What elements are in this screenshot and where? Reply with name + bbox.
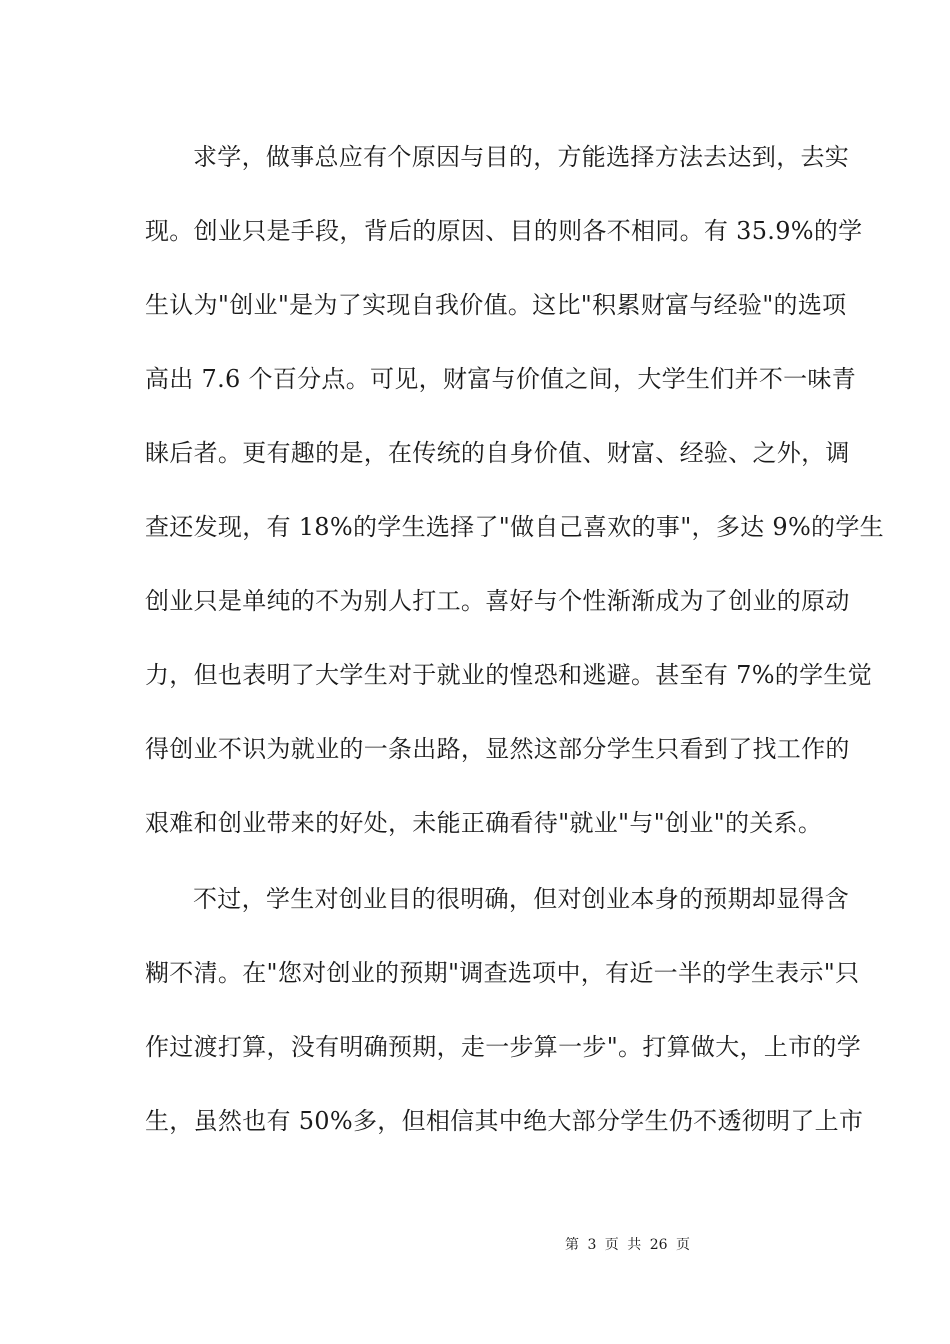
paragraph-1-line-2: 现。创业只是手段，背后的原因、目的则各不相同。有 35.9%的学	[145, 217, 863, 245]
paragraph-1-line-5: 睐后者。更有趣的是，在传统的自身价值、财富、经验、之外，调	[145, 439, 850, 467]
paragraph-2-line-3: 作过渡打算，没有明确预期，走一步算一步"。打算做大，上市的学	[145, 1033, 862, 1061]
paragraph-2-line-2: 糊不清。在"您对创业的预期"调查选项中，有近一半的学生表示"只	[145, 959, 860, 987]
paragraph-1-line-9: 得创业不识为就业的一条出路，显然这部分学生只看到了找工作的	[145, 735, 850, 763]
paragraph-1-line-4: 高出 7.6 个百分点。可见，财富与价值之间，大学生们并不一味青	[145, 365, 857, 393]
page-number: 第 3 页 共 26 页	[565, 1237, 690, 1253]
paragraph-1-line-6: 查还发现，有 18%的学生选择了"做自己喜欢的事"，多达 9%的学生	[145, 513, 884, 541]
paragraph-1-line-8: 力，但也表明了大学生对于就业的惶恐和逃避。甚至有 7%的学生觉	[145, 661, 873, 689]
paragraph-2-line-4: 生，虽然也有 50%多，但相信其中绝大部分学生仍不透彻明了上市	[145, 1107, 864, 1135]
paragraph-1-line-1: 求学，做事总应有个原因与目的，方能选择方法去达到，去实	[193, 143, 850, 171]
paragraph-1-line-7: 创业只是单纯的不为别人打工。喜好与个性渐渐成为了创业的原动	[145, 587, 850, 615]
paragraph-1-line-3: 生认为"创业"是为了实现自我价值。这比"积累财富与经验"的选项	[145, 291, 847, 319]
paragraph-2-line-1: 不过，学生对创业目的很明确，但对创业本身的预期却显得含	[193, 885, 850, 913]
paragraph-1-line-10: 艰难和创业带来的好处，未能正确看待"就业"与"创业"的关系。	[145, 809, 823, 837]
